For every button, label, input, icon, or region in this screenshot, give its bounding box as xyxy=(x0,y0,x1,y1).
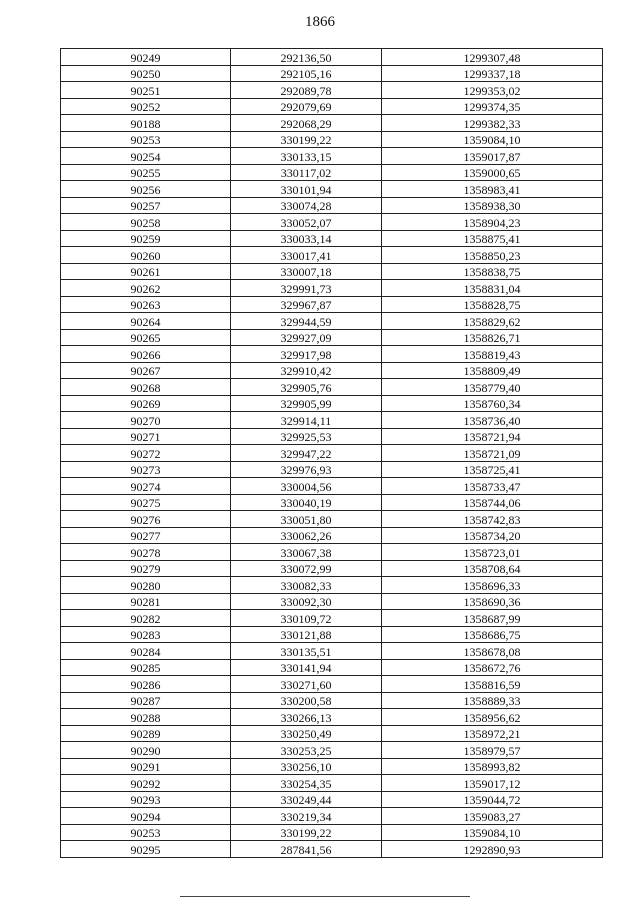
table-row xyxy=(61,362,603,379)
point-number-cell: 90261 xyxy=(61,263,231,280)
table-row xyxy=(61,329,603,346)
y-coordinate-cell: 1358736,40 xyxy=(382,412,603,429)
point-number-cell: 90264 xyxy=(61,313,231,330)
point-number-cell: 90288 xyxy=(61,709,231,726)
table-row xyxy=(61,610,603,627)
x-coordinate-cell: 330199,22 xyxy=(231,824,382,841)
x-coordinate-cell: 330007,18 xyxy=(231,263,382,280)
y-coordinate-cell: 1358733,47 xyxy=(382,478,603,495)
x-coordinate-cell: 329967,87 xyxy=(231,296,382,313)
point-number-cell: 90283 xyxy=(61,626,231,643)
point-number-cell: 90290 xyxy=(61,742,231,759)
point-number-cell: 90257 xyxy=(61,197,231,214)
point-number-cell: 90287 xyxy=(61,692,231,709)
point-number-cell: 90270 xyxy=(61,412,231,429)
x-coordinate-cell: 330033,14 xyxy=(231,230,382,247)
x-coordinate-cell: 329944,59 xyxy=(231,313,382,330)
y-coordinate-cell: 1359084,10 xyxy=(382,131,603,148)
y-coordinate-cell: 1358875,41 xyxy=(382,230,603,247)
x-coordinate-cell: 330004,56 xyxy=(231,478,382,495)
y-coordinate-cell: 1299374,35 xyxy=(382,98,603,115)
y-coordinate-cell: 1299382,33 xyxy=(382,115,603,132)
table-row xyxy=(61,164,603,181)
table-row xyxy=(61,527,603,544)
table-row xyxy=(61,478,603,495)
x-coordinate-cell: 292136,50 xyxy=(231,49,382,66)
point-number-cell: 90278 xyxy=(61,544,231,561)
x-coordinate-cell: 329925,53 xyxy=(231,428,382,445)
point-number-cell: 90268 xyxy=(61,379,231,396)
table-row xyxy=(61,758,603,775)
x-coordinate-cell: 330253,25 xyxy=(231,742,382,759)
y-coordinate-cell: 1359017,87 xyxy=(382,148,603,165)
point-number-cell: 90281 xyxy=(61,593,231,610)
point-number-cell: 90293 xyxy=(61,791,231,808)
table-row xyxy=(61,82,603,99)
page-number: 1866 xyxy=(305,14,335,30)
point-number-cell: 90265 xyxy=(61,329,231,346)
table-row xyxy=(61,577,603,594)
x-coordinate-cell: 292105,16 xyxy=(231,65,382,82)
table-row xyxy=(61,197,603,214)
y-coordinate-cell: 1358850,23 xyxy=(382,247,603,264)
table-row xyxy=(61,296,603,313)
point-number-cell: 90286 xyxy=(61,676,231,693)
table-row xyxy=(61,560,603,577)
y-coordinate-cell: 1358686,75 xyxy=(382,626,603,643)
y-coordinate-cell: 1358687,99 xyxy=(382,610,603,627)
x-coordinate-cell: 329976,93 xyxy=(231,461,382,478)
table-row xyxy=(61,148,603,165)
table-row xyxy=(61,280,603,297)
point-number-cell: 90255 xyxy=(61,164,231,181)
y-coordinate-cell: 1359084,10 xyxy=(382,824,603,841)
table-row xyxy=(61,742,603,759)
point-number-cell: 90277 xyxy=(61,527,231,544)
y-coordinate-cell: 1358809,49 xyxy=(382,362,603,379)
y-coordinate-cell: 1358779,40 xyxy=(382,379,603,396)
point-number-cell: 90258 xyxy=(61,214,231,231)
point-number-cell: 90253 xyxy=(61,131,231,148)
scan-edge-line xyxy=(180,896,470,897)
table-row xyxy=(61,98,603,115)
point-number-cell: 90271 xyxy=(61,428,231,445)
point-number-cell: 90251 xyxy=(61,82,231,99)
x-coordinate-cell: 329927,09 xyxy=(231,329,382,346)
point-number-cell: 90259 xyxy=(61,230,231,247)
point-number-cell: 90267 xyxy=(61,362,231,379)
point-number-cell: 90275 xyxy=(61,494,231,511)
point-number-cell: 90274 xyxy=(61,478,231,495)
x-coordinate-cell: 292079,69 xyxy=(231,98,382,115)
point-number-cell: 90263 xyxy=(61,296,231,313)
table-row xyxy=(61,379,603,396)
point-number-cell: 90250 xyxy=(61,65,231,82)
table-row xyxy=(61,214,603,231)
table-row xyxy=(61,725,603,742)
y-coordinate-cell: 1299337,18 xyxy=(382,65,603,82)
y-coordinate-cell: 1358831,04 xyxy=(382,280,603,297)
point-number-cell: 90289 xyxy=(61,725,231,742)
x-coordinate-cell: 330133,15 xyxy=(231,148,382,165)
x-coordinate-cell: 292089,78 xyxy=(231,82,382,99)
y-coordinate-cell: 1358838,75 xyxy=(382,263,603,280)
table-row xyxy=(61,115,603,132)
table-row xyxy=(61,412,603,429)
x-coordinate-cell: 329947,22 xyxy=(231,445,382,462)
y-coordinate-cell: 1299307,48 xyxy=(382,49,603,66)
point-number-cell: 90262 xyxy=(61,280,231,297)
y-coordinate-cell: 1358744,06 xyxy=(382,494,603,511)
x-coordinate-cell: 329905,99 xyxy=(231,395,382,412)
table-row xyxy=(61,643,603,660)
point-number-cell: 90285 xyxy=(61,659,231,676)
y-coordinate-cell: 1358983,41 xyxy=(382,181,603,198)
table-row xyxy=(61,445,603,462)
point-number-cell: 90291 xyxy=(61,758,231,775)
table-row xyxy=(61,346,603,363)
x-coordinate-cell: 330254,35 xyxy=(231,775,382,792)
point-number-cell: 90254 xyxy=(61,148,231,165)
x-coordinate-cell: 330266,13 xyxy=(231,709,382,726)
y-coordinate-cell: 1358721,94 xyxy=(382,428,603,445)
point-number-cell: 90284 xyxy=(61,643,231,660)
point-number-cell: 90276 xyxy=(61,511,231,528)
y-coordinate-cell: 1358979,57 xyxy=(382,742,603,759)
table-row xyxy=(61,131,603,148)
point-number-cell: 90253 xyxy=(61,824,231,841)
coordinates-table xyxy=(60,48,603,858)
table-row xyxy=(61,395,603,412)
table-row xyxy=(61,428,603,445)
x-coordinate-cell: 329914,11 xyxy=(231,412,382,429)
point-number-cell: 90266 xyxy=(61,346,231,363)
x-coordinate-cell: 330141,94 xyxy=(231,659,382,676)
table-row xyxy=(61,247,603,264)
x-coordinate-cell: 330062,26 xyxy=(231,527,382,544)
point-number-cell: 90294 xyxy=(61,808,231,825)
x-coordinate-cell: 330109,72 xyxy=(231,610,382,627)
x-coordinate-cell: 329991,73 xyxy=(231,280,382,297)
point-number-cell: 90295 xyxy=(61,841,231,858)
y-coordinate-cell: 1359083,27 xyxy=(382,808,603,825)
x-coordinate-cell: 330101,94 xyxy=(231,181,382,198)
x-coordinate-cell: 330074,28 xyxy=(231,197,382,214)
table-row xyxy=(61,313,603,330)
y-coordinate-cell: 1358690,36 xyxy=(382,593,603,610)
y-coordinate-cell: 1358760,34 xyxy=(382,395,603,412)
x-coordinate-cell: 330200,58 xyxy=(231,692,382,709)
point-number-cell: 90269 xyxy=(61,395,231,412)
y-coordinate-cell: 1358956,62 xyxy=(382,709,603,726)
y-coordinate-cell: 1358723,01 xyxy=(382,544,603,561)
x-coordinate-cell: 330219,34 xyxy=(231,808,382,825)
x-coordinate-cell: 330135,51 xyxy=(231,643,382,660)
x-coordinate-cell: 330250,49 xyxy=(231,725,382,742)
y-coordinate-cell: 1358826,71 xyxy=(382,329,603,346)
x-coordinate-cell: 330121,88 xyxy=(231,626,382,643)
table-row xyxy=(61,626,603,643)
table-row xyxy=(61,263,603,280)
y-coordinate-cell: 1358904,23 xyxy=(382,214,603,231)
point-number-cell: 90252 xyxy=(61,98,231,115)
y-coordinate-cell: 1358678,08 xyxy=(382,643,603,660)
table-row xyxy=(61,230,603,247)
x-coordinate-cell: 330256,10 xyxy=(231,758,382,775)
table-row xyxy=(61,511,603,528)
table-row xyxy=(61,49,603,66)
x-coordinate-cell: 329910,42 xyxy=(231,362,382,379)
x-coordinate-cell: 330067,38 xyxy=(231,544,382,561)
x-coordinate-cell: 330072,99 xyxy=(231,560,382,577)
table-row xyxy=(61,791,603,808)
table-row xyxy=(61,181,603,198)
table-row xyxy=(61,659,603,676)
table-row xyxy=(61,775,603,792)
point-number-cell: 90292 xyxy=(61,775,231,792)
y-coordinate-cell: 1358829,62 xyxy=(382,313,603,330)
point-number-cell: 90272 xyxy=(61,445,231,462)
y-coordinate-cell: 1358993,82 xyxy=(382,758,603,775)
x-coordinate-cell: 330249,44 xyxy=(231,791,382,808)
y-coordinate-cell: 1358889,33 xyxy=(382,692,603,709)
x-coordinate-cell: 330082,33 xyxy=(231,577,382,594)
x-coordinate-cell: 330092,30 xyxy=(231,593,382,610)
point-number-cell: 90282 xyxy=(61,610,231,627)
y-coordinate-cell: 1299353,02 xyxy=(382,82,603,99)
point-number-cell: 90260 xyxy=(61,247,231,264)
table-row xyxy=(61,461,603,478)
x-coordinate-cell: 330271,60 xyxy=(231,676,382,693)
y-coordinate-cell: 1358708,64 xyxy=(382,560,603,577)
x-coordinate-cell: 330017,41 xyxy=(231,247,382,264)
point-number-cell: 90280 xyxy=(61,577,231,594)
table-row xyxy=(61,709,603,726)
x-coordinate-cell: 330052,07 xyxy=(231,214,382,231)
x-coordinate-cell: 330051,80 xyxy=(231,511,382,528)
x-coordinate-cell: 330199,22 xyxy=(231,131,382,148)
y-coordinate-cell: 1359044,72 xyxy=(382,791,603,808)
y-coordinate-cell: 1358672,76 xyxy=(382,659,603,676)
x-coordinate-cell: 329905,76 xyxy=(231,379,382,396)
point-number-cell: 90188 xyxy=(61,115,231,132)
x-coordinate-cell: 287841,56 xyxy=(231,841,382,858)
y-coordinate-cell: 1358742,83 xyxy=(382,511,603,528)
y-coordinate-cell: 1358828,75 xyxy=(382,296,603,313)
y-coordinate-cell: 1358938,30 xyxy=(382,197,603,214)
table-row xyxy=(61,593,603,610)
x-coordinate-cell: 330040,19 xyxy=(231,494,382,511)
point-number-cell: 90273 xyxy=(61,461,231,478)
y-coordinate-cell: 1358972,21 xyxy=(382,725,603,742)
table-row xyxy=(61,808,603,825)
table-row xyxy=(61,676,603,693)
table-row xyxy=(61,544,603,561)
table-row xyxy=(61,65,603,82)
y-coordinate-cell: 1358725,41 xyxy=(382,461,603,478)
coordinates-table-body xyxy=(61,49,603,858)
point-number-cell: 90249 xyxy=(61,49,231,66)
y-coordinate-cell: 1359000,65 xyxy=(382,164,603,181)
y-coordinate-cell: 1358816,59 xyxy=(382,676,603,693)
point-number-cell: 90256 xyxy=(61,181,231,198)
point-number-cell: 90279 xyxy=(61,560,231,577)
y-coordinate-cell: 1358734,20 xyxy=(382,527,603,544)
y-coordinate-cell: 1359017,12 xyxy=(382,775,603,792)
y-coordinate-cell: 1292890,93 xyxy=(382,841,603,858)
table-row xyxy=(61,841,603,858)
y-coordinate-cell: 1358819,43 xyxy=(382,346,603,363)
table-row xyxy=(61,692,603,709)
x-coordinate-cell: 292068,29 xyxy=(231,115,382,132)
table-row xyxy=(61,494,603,511)
x-coordinate-cell: 330117,02 xyxy=(231,164,382,181)
table-row xyxy=(61,824,603,841)
x-coordinate-cell: 329917,98 xyxy=(231,346,382,363)
y-coordinate-cell: 1358721,09 xyxy=(382,445,603,462)
y-coordinate-cell: 1358696,33 xyxy=(382,577,603,594)
